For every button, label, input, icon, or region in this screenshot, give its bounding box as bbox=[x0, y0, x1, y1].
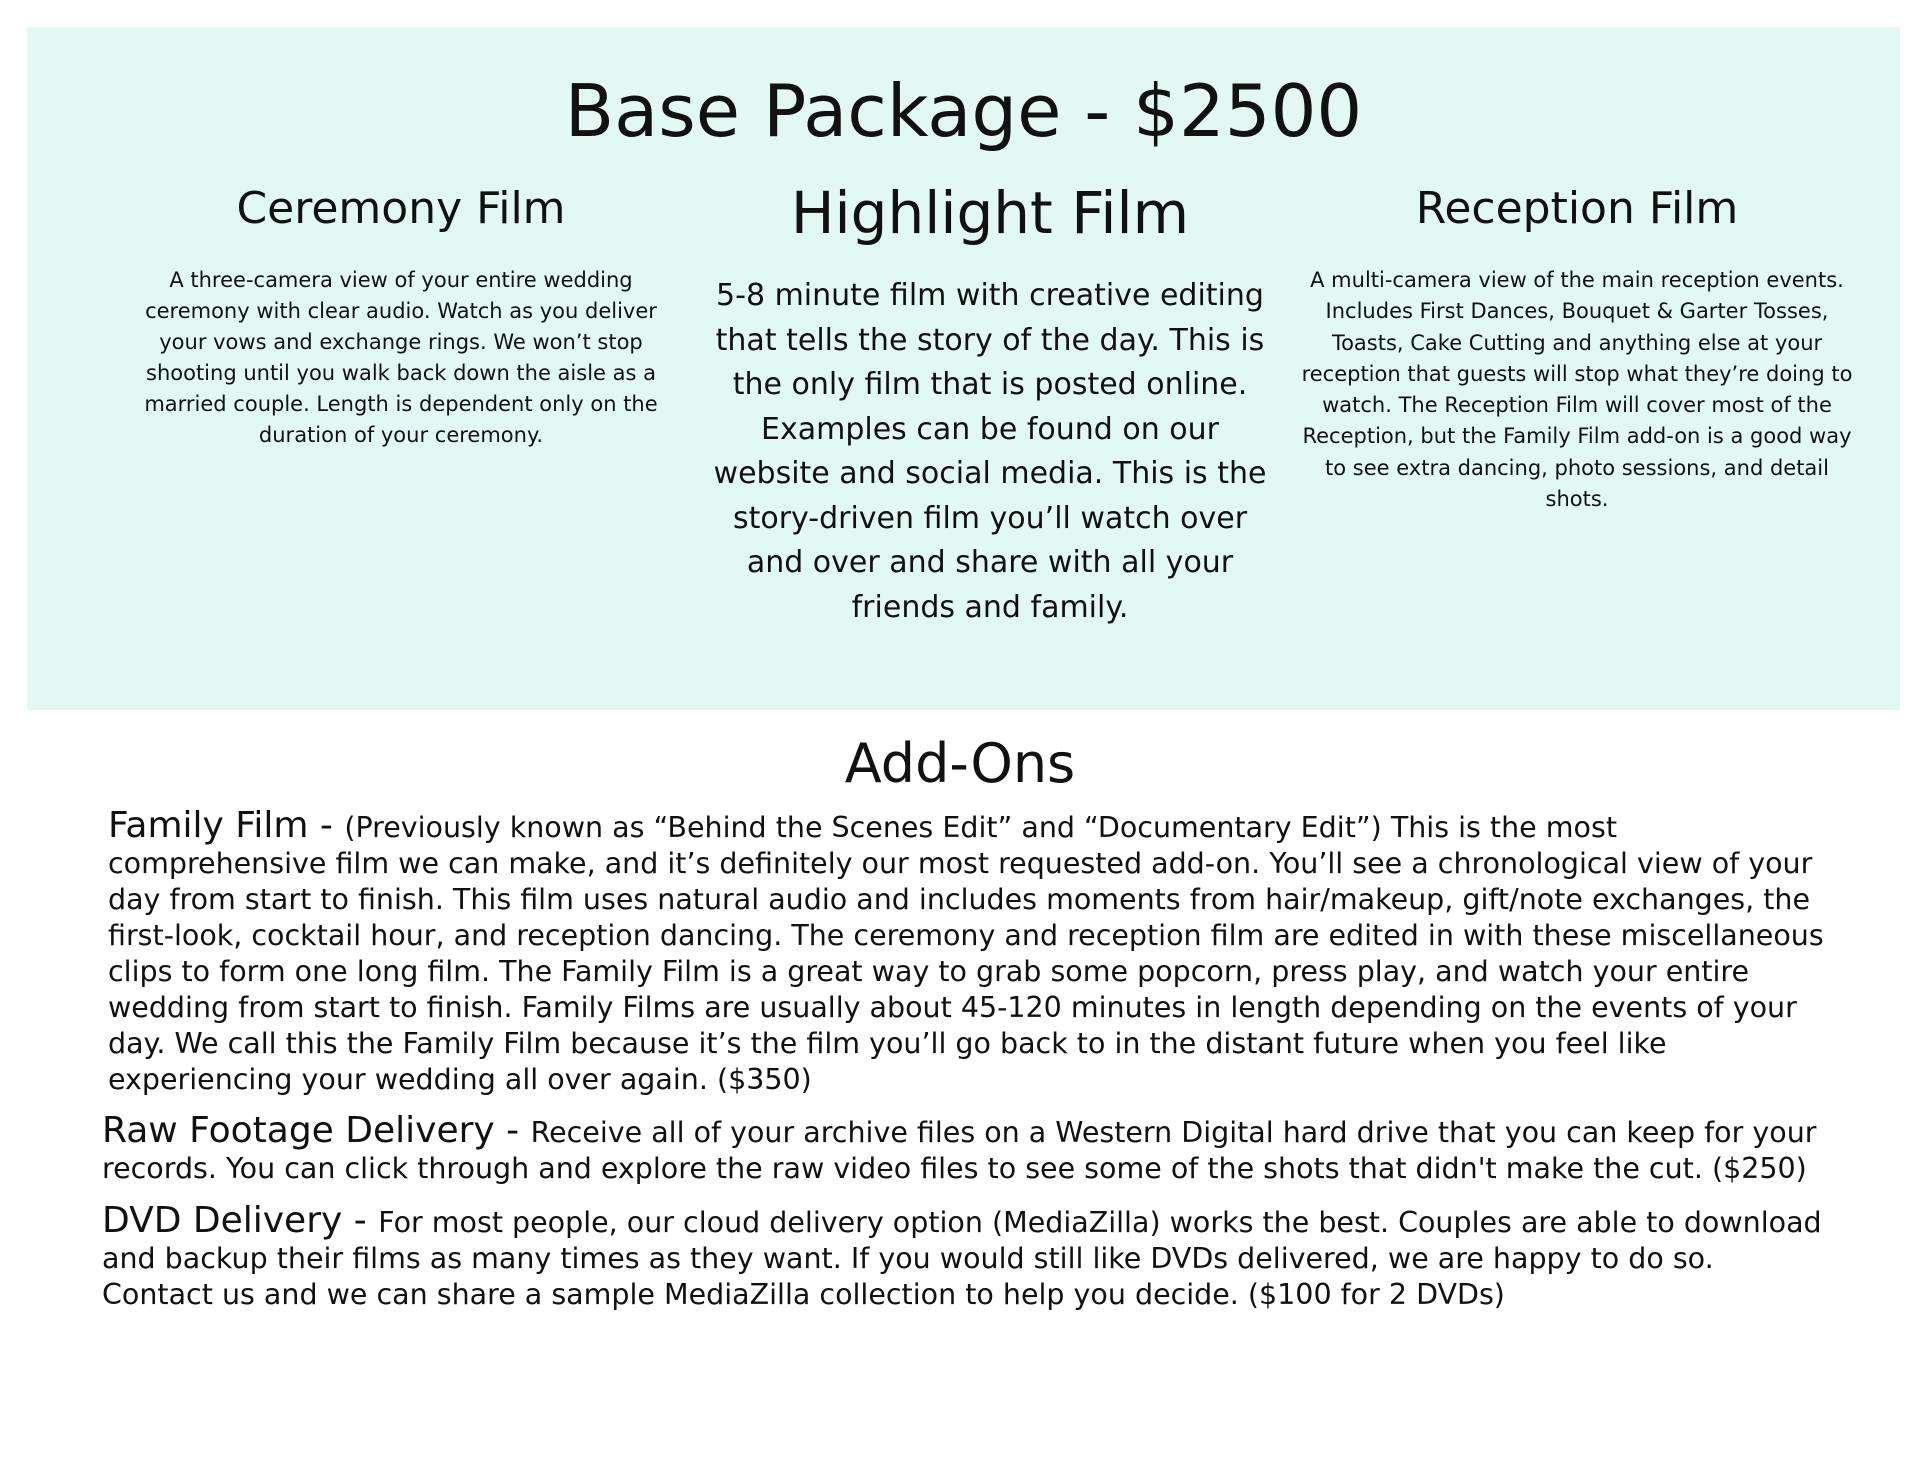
reception-film-description: A multi-camera view of the main reception events. Includes First Dances, Bouquet & Garter Tosses, Toasts, Cake Cutting and anything else at your reception that guests will stop what they’re doing to watch. The Reception Film will cover most of the Reception, but the Family Film add-on is a good way to see extra dancing, photo sessions, and detail shots. bbox=[1301, 268, 1853, 512]
raw-footage-description: Receive all of your archive files on a Western Digital hard drive that you can keep for your records. You can click through and explore the raw video files to see some of the shots that didn't make the cut. ($250) bbox=[102, 1116, 1817, 1185]
highlight-film-column bbox=[707, 179, 1273, 630]
family-film-description: (Previously known as “Behind the Scenes Edit” and “Documentary Edit”) This is the most comprehensive film we can make, and it’s definitely our most requested add-on. You’ll see a chronological view of your day from start to finish. This film uses natural audio and includes moments from hair/makeup, gift/note exchanges, the first-look, cocktail hour, and reception dancing. The ceremony and reception film are edited in with these miscellaneous clips to form one long film. The Family Film is a great way to grab some popcorn, press play, and watch your entire wedding from start to finish. Family Films are usually about 45-120 minutes in length depending on the events of your day. We call this the Family Film because it’s the film you’ll go back to in the distant future when you feel like experiencing your wedding all over again. ($350) bbox=[108, 811, 1824, 1096]
reception-film-column bbox=[1297, 183, 1857, 515]
raw-footage-name: Raw Footage Delivery - bbox=[102, 1110, 531, 1151]
ceremony-film-column bbox=[121, 183, 681, 451]
base-package-panel bbox=[27, 27, 1900, 710]
raw-footage-addon bbox=[102, 1110, 1828, 1187]
addons-title: Add-Ons bbox=[844, 732, 1076, 795]
dvd-delivery-name: DVD Delivery - bbox=[102, 1200, 379, 1241]
highlight-film-heading: Highlight Film bbox=[790, 179, 1190, 247]
family-film-addon bbox=[108, 805, 1828, 1098]
dvd-delivery-description: For most people, our cloud delivery option (MediaZilla) works the best. Couples are able to download and backup their films as many times as they want. If you would still like DVDs delivered, we are happy to do so. Contact us and we can share a sample MediaZilla collection to help you decide. ($100 for 2 DVDs) bbox=[102, 1206, 1822, 1311]
family-film-name: Family Film - bbox=[108, 805, 345, 846]
reception-film-heading: Reception Film bbox=[1415, 183, 1739, 234]
ceremony-film-description: A three-camera view of your entire wedding ceremony with clear audio. Watch as you deliver your vows and exchange rings. We won’t stop shooting until you walk back down the aisle as a married couple. Length is dependent only on the duration of your ceremony. bbox=[144, 268, 658, 447]
ceremony-film-heading: Ceremony Film bbox=[236, 183, 566, 234]
highlight-film-description: 5-8 minute film with creative editing that tells the story of the day. This is the only film that is posted online. Examples can be found on our website and social media. This is the story-driven film you’ll watch over and over and share with all your friends and family. bbox=[713, 278, 1267, 625]
base-package-title: Base Package - $2500 bbox=[564, 69, 1363, 153]
dvd-delivery-addon bbox=[102, 1200, 1828, 1313]
